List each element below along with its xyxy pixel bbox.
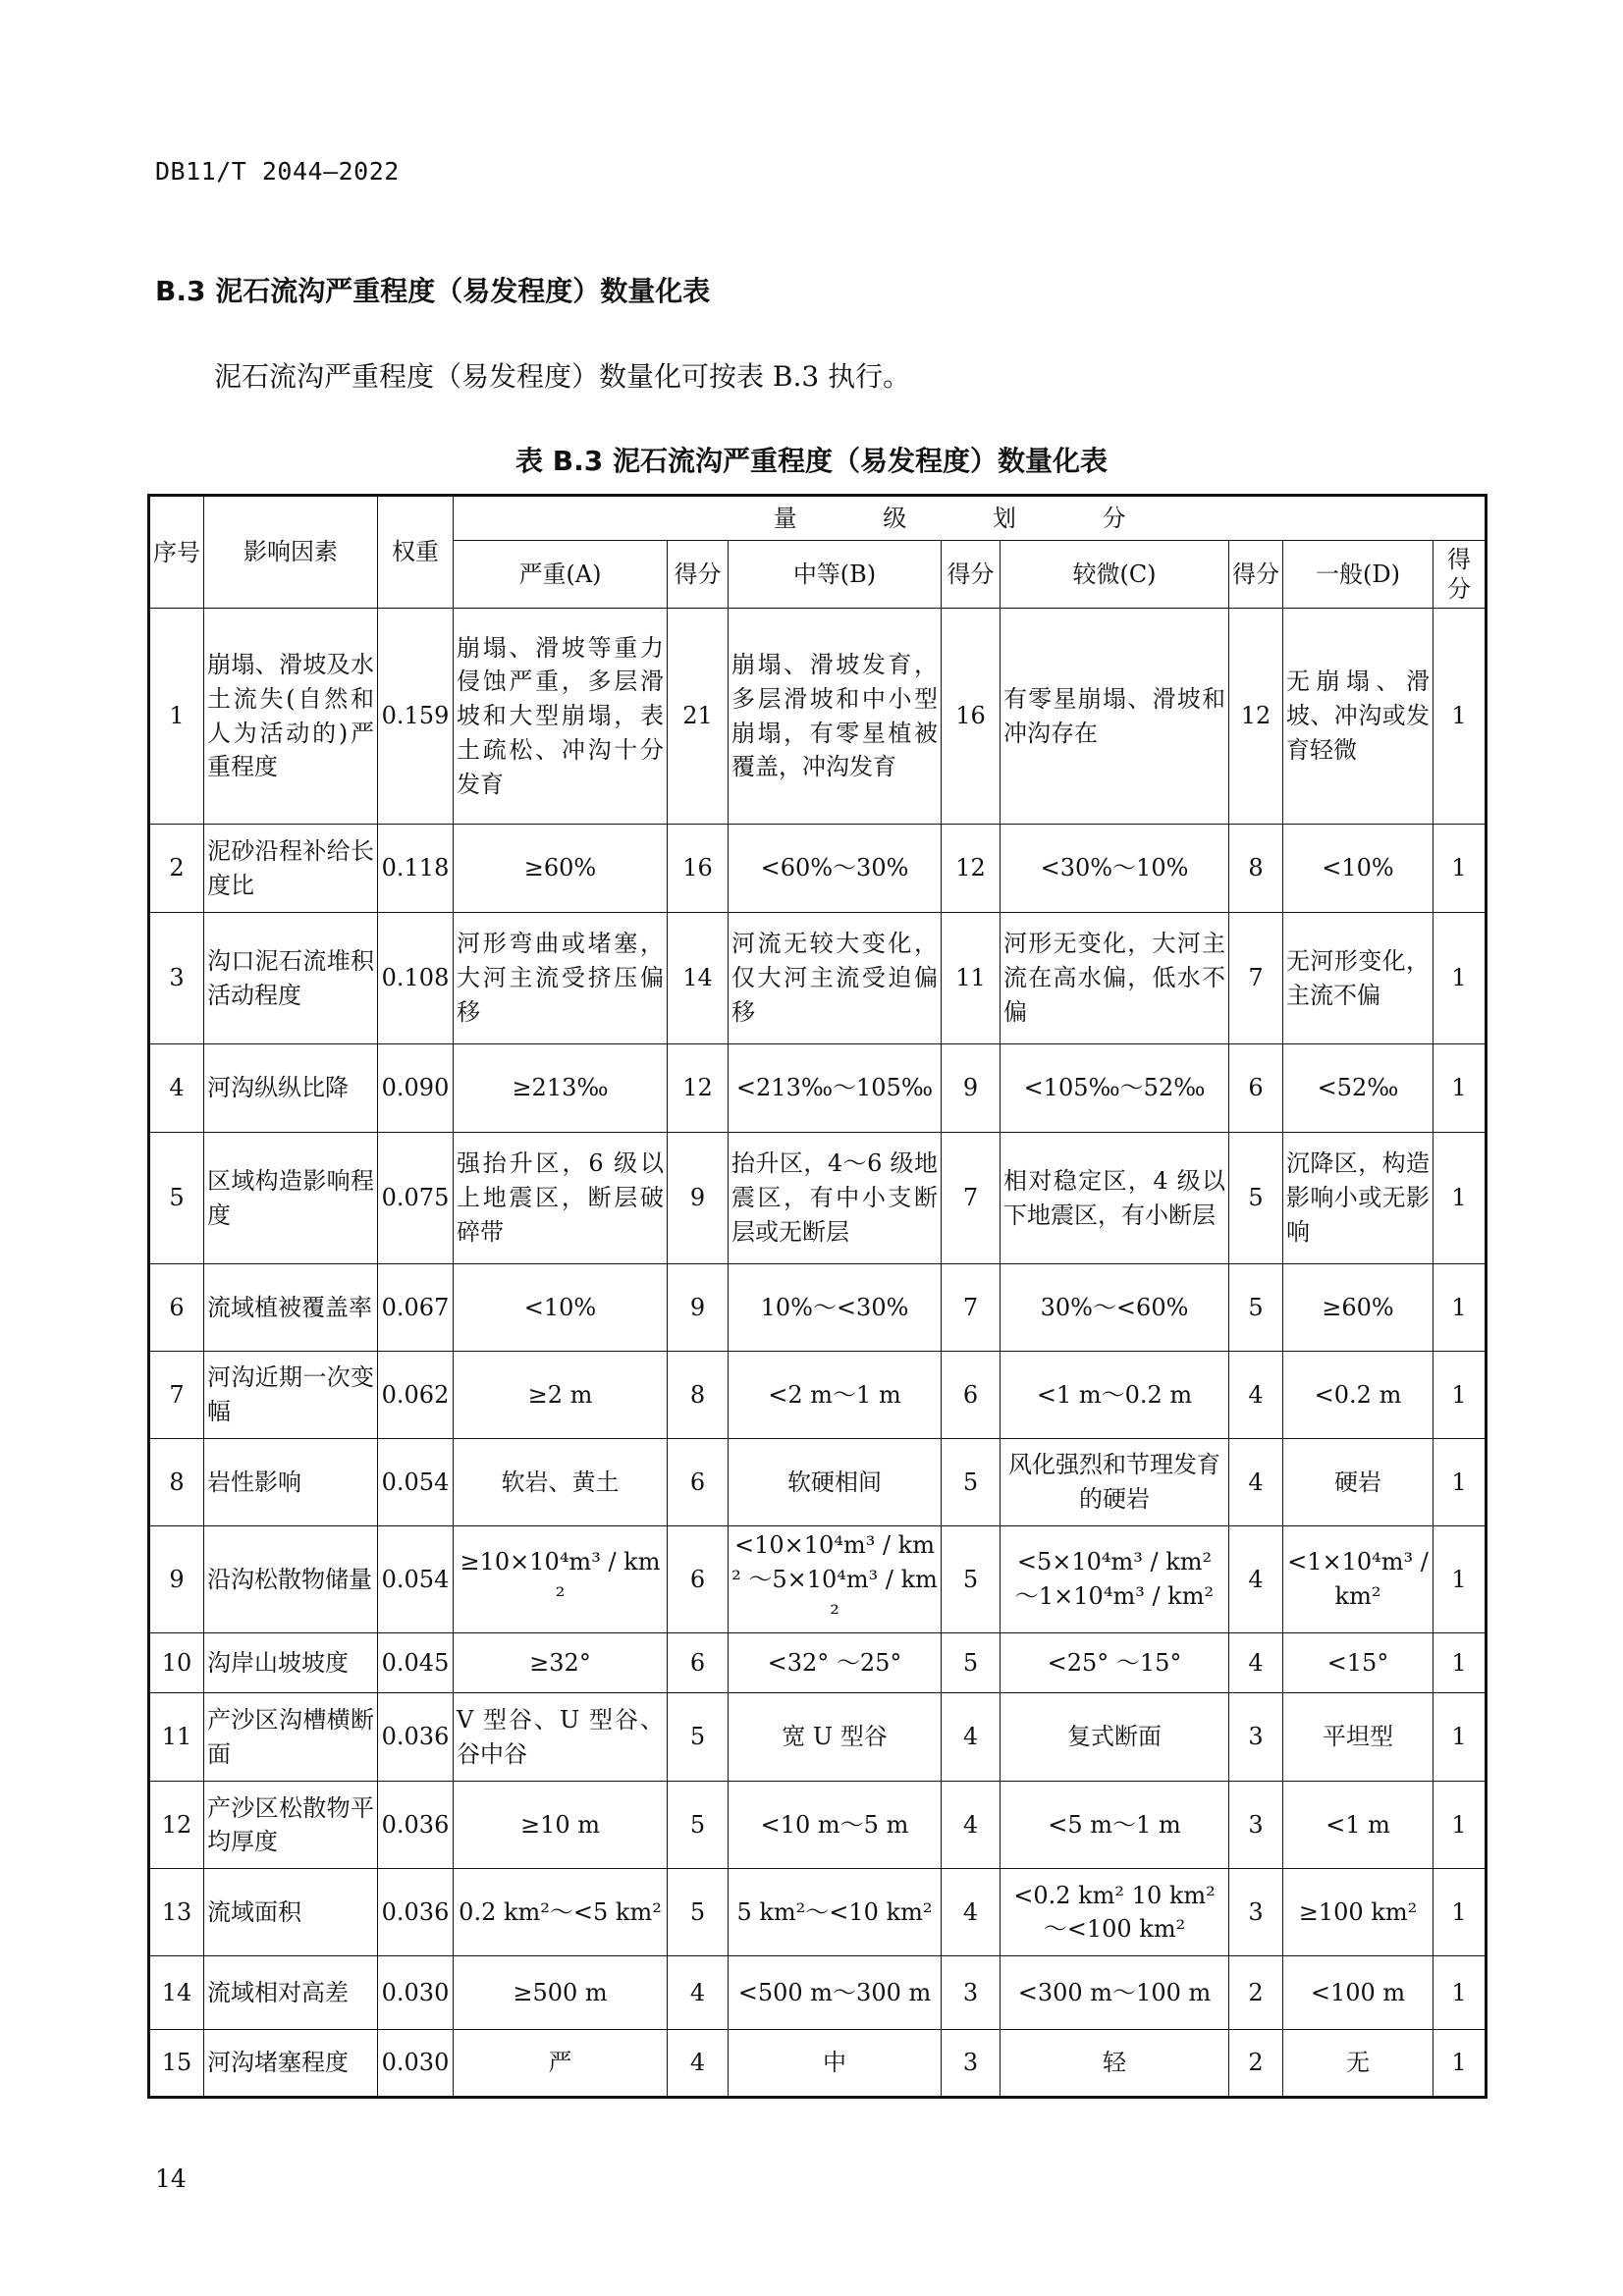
cell-weight: 0.030 <box>378 1956 454 2030</box>
cell-no: 2 <box>149 825 204 913</box>
cell-factor: 流域植被覆盖率 <box>204 1264 378 1352</box>
cell-minor: 轻 <box>1001 2030 1229 2098</box>
cell-weight: 0.030 <box>378 2030 454 2098</box>
cell-minor: <1 m～0.2 m <box>1001 1352 1229 1439</box>
cell-score-a: 5 <box>668 1693 729 1782</box>
cell-medium: 抬升区，4～6 级地震区，有中小支断层或无断层 <box>729 1133 942 1264</box>
cell-score-c: 4 <box>1229 1439 1283 1526</box>
cell-general: 无河形变化，主流不偏 <box>1283 913 1434 1044</box>
header-general: 一般(D) <box>1283 541 1434 609</box>
cell-score-b: 9 <box>942 1044 1001 1133</box>
cell-factor: 河沟纵纵比降 <box>204 1044 378 1133</box>
table-row <box>149 1264 1487 1352</box>
cell-score-b: 12 <box>942 825 1001 913</box>
cell-severe: 强抬升区，6 级以上地震区，断层破碎带 <box>454 1133 668 1264</box>
table-row <box>149 1869 1487 1956</box>
cell-medium: <213‰～105‰ <box>729 1044 942 1133</box>
cell-severe: ≥10 m <box>454 1782 668 1869</box>
header-seq: 序号 <box>149 496 204 609</box>
table-row <box>149 913 1487 1044</box>
cell-score-b: 3 <box>942 2030 1001 2098</box>
cell-weight: 0.036 <box>378 1782 454 1869</box>
cell-score-d: 1 <box>1434 609 1487 825</box>
cell-score-c: 3 <box>1229 1869 1283 1956</box>
section-heading: B.3 泥石流沟严重程度（易发程度）数量化表 <box>155 275 711 307</box>
cell-score-a: 4 <box>668 1956 729 2030</box>
cell-severe: 软岩、黄土 <box>454 1439 668 1526</box>
header-score-c: 得分 <box>1229 541 1283 609</box>
cell-score-b: 7 <box>942 1133 1001 1264</box>
cell-score-c: 7 <box>1229 913 1283 1044</box>
table-row <box>149 1782 1487 1869</box>
cell-score-a: 9 <box>668 1133 729 1264</box>
cell-no: 8 <box>149 1439 204 1526</box>
cell-severe: ≥2 m <box>454 1352 668 1439</box>
intro-paragraph: 泥石流沟严重程度（易发程度）数量化可按表 B.3 执行。 <box>214 360 911 393</box>
cell-no: 10 <box>149 1633 204 1693</box>
cell-medium: <500 m～300 m <box>729 1956 942 2030</box>
cell-general: 沉降区，构造影响小或无影响 <box>1283 1133 1434 1264</box>
cell-medium: 软硬相间 <box>729 1439 942 1526</box>
cell-score-a: 12 <box>668 1044 729 1133</box>
cell-score-b: 7 <box>942 1264 1001 1352</box>
header-severe: 严重(A) <box>454 541 668 609</box>
cell-minor: <0.2 km² 10 km²～<100 km² <box>1001 1869 1229 1956</box>
cell-score-b: 3 <box>942 1956 1001 2030</box>
cell-severe: <10% <box>454 1264 668 1352</box>
cell-score-b: 5 <box>942 1526 1001 1633</box>
cell-factor: 泥砂沿程补给长度比 <box>204 825 378 913</box>
cell-score-b: 16 <box>942 609 1001 825</box>
cell-factor: 崩塌、滑坡及水土流失(自然和人为活动的)严重程度 <box>204 609 378 825</box>
cell-no: 15 <box>149 2030 204 2098</box>
cell-score-b: 4 <box>942 1869 1001 1956</box>
cell-severe: ≥10×10⁴m³ / km² <box>454 1526 668 1633</box>
cell-no: 11 <box>149 1693 204 1782</box>
cell-score-c: 4 <box>1229 1526 1283 1633</box>
cell-factor: 岩性影响 <box>204 1439 378 1526</box>
cell-factor: 沿沟松散物储量 <box>204 1526 378 1633</box>
cell-severe: ≥500 m <box>454 1956 668 2030</box>
cell-factor: 区域构造影响程度 <box>204 1133 378 1264</box>
header-weight: 权重 <box>378 496 454 609</box>
cell-general: 无崩塌、滑坡、冲沟或发育轻微 <box>1283 609 1434 825</box>
table-row <box>149 1439 1487 1526</box>
cell-score-c: 3 <box>1229 1782 1283 1869</box>
cell-score-c: 6 <box>1229 1044 1283 1133</box>
cell-minor: 河形无变化，大河主流在高水偏，低水不偏 <box>1001 913 1229 1044</box>
cell-score-d: 1 <box>1434 1869 1487 1956</box>
cell-minor: <105‰～52‰ <box>1001 1044 1229 1133</box>
cell-general: 平坦型 <box>1283 1693 1434 1782</box>
cell-score-d: 1 <box>1434 1526 1487 1633</box>
cell-score-c: 8 <box>1229 825 1283 913</box>
cell-score-a: 8 <box>668 1352 729 1439</box>
cell-score-d: 1 <box>1434 1352 1487 1439</box>
cell-score-d: 1 <box>1434 913 1487 1044</box>
table-row <box>149 1956 1487 2030</box>
cell-weight: 0.067 <box>378 1264 454 1352</box>
table-row <box>149 1352 1487 1439</box>
header-score-b: 得分 <box>942 541 1001 609</box>
cell-score-a: 5 <box>668 1782 729 1869</box>
cell-score-a: 21 <box>668 609 729 825</box>
cell-general: 无 <box>1283 2030 1434 2098</box>
cell-severe: ≥60% <box>454 825 668 913</box>
cell-score-b: 6 <box>942 1352 1001 1439</box>
cell-score-d: 1 <box>1434 1633 1487 1693</box>
cell-medium: <60%～30% <box>729 825 942 913</box>
cell-general: 硬岩 <box>1283 1439 1434 1526</box>
header-score-d: 得分 <box>1434 541 1487 609</box>
cell-medium: <2 m～1 m <box>729 1352 942 1439</box>
cell-severe: 0.2 km²～<5 km² <box>454 1869 668 1956</box>
cell-no: 6 <box>149 1264 204 1352</box>
cell-score-a: 9 <box>668 1264 729 1352</box>
cell-minor: <300 m～100 m <box>1001 1956 1229 2030</box>
cell-factor: 河沟堵塞程度 <box>204 2030 378 2098</box>
cell-weight: 0.118 <box>378 825 454 913</box>
cell-medium: 中 <box>729 2030 942 2098</box>
cell-score-b: 5 <box>942 1439 1001 1526</box>
quantification-table <box>147 494 1488 2099</box>
document-code: DB11/T 2044—2022 <box>155 157 400 186</box>
table-title: 表 B.3 泥石流沟严重程度（易发程度）数量化表 <box>515 445 1108 477</box>
cell-weight: 0.054 <box>378 1439 454 1526</box>
cell-no: 9 <box>149 1526 204 1633</box>
header-factor: 影响因素 <box>204 496 378 609</box>
cell-score-a: 6 <box>668 1633 729 1693</box>
cell-score-b: 4 <box>942 1693 1001 1782</box>
cell-score-a: 14 <box>668 913 729 1044</box>
cell-score-d: 1 <box>1434 1044 1487 1133</box>
cell-no: 4 <box>149 1044 204 1133</box>
cell-score-c: 5 <box>1229 1264 1283 1352</box>
cell-weight: 0.075 <box>378 1133 454 1264</box>
header-grading: 量 级 划 分 <box>454 496 1487 541</box>
cell-severe: V 型谷、U 型谷、谷中谷 <box>454 1693 668 1782</box>
cell-general: ≥100 km² <box>1283 1869 1434 1956</box>
cell-score-a: 6 <box>668 1526 729 1633</box>
cell-medium: <10×10⁴m³ / km² ～5×10⁴m³ / km² <box>729 1526 942 1633</box>
cell-score-b: 5 <box>942 1633 1001 1693</box>
cell-weight: 0.054 <box>378 1526 454 1633</box>
cell-severe: ≥32° <box>454 1633 668 1693</box>
header-score-a: 得分 <box>668 541 729 609</box>
cell-score-c: 2 <box>1229 2030 1283 2098</box>
cell-score-d: 1 <box>1434 1439 1487 1526</box>
cell-no: 7 <box>149 1352 204 1439</box>
cell-score-c: 4 <box>1229 1352 1283 1439</box>
cell-score-a: 16 <box>668 825 729 913</box>
header-medium: 中等(B) <box>729 541 942 609</box>
cell-factor: 产沙区松散物平均厚度 <box>204 1782 378 1869</box>
cell-score-d: 1 <box>1434 2030 1487 2098</box>
table-row <box>149 1044 1487 1133</box>
cell-score-c: 2 <box>1229 1956 1283 2030</box>
cell-factor: 沟岸山坡坡度 <box>204 1633 378 1693</box>
cell-factor: 流域相对高差 <box>204 1956 378 2030</box>
cell-general: <1×10⁴m³ / km² <box>1283 1526 1434 1633</box>
cell-score-a: 6 <box>668 1439 729 1526</box>
header-minor: 较微(C) <box>1001 541 1229 609</box>
cell-severe: 崩塌、滑坡等重力侵蚀严重，多层滑坡和大型崩塌，表土疏松、冲沟十分发育 <box>454 609 668 825</box>
table-row <box>149 1133 1487 1264</box>
cell-score-d: 1 <box>1434 1693 1487 1782</box>
table-row <box>149 2030 1487 2098</box>
cell-score-a: 5 <box>668 1869 729 1956</box>
cell-minor: 有零星崩塌、滑坡和冲沟存在 <box>1001 609 1229 825</box>
cell-severe: ≥213‰ <box>454 1044 668 1133</box>
cell-minor: <5 m～1 m <box>1001 1782 1229 1869</box>
cell-general: <1 m <box>1283 1782 1434 1869</box>
cell-medium: 河流无较大变化，仅大河主流受迫偏移 <box>729 913 942 1044</box>
cell-general: ≥60% <box>1283 1264 1434 1352</box>
cell-severe: 严 <box>454 2030 668 2098</box>
cell-minor: <5×10⁴m³ / km² ～1×10⁴m³ / km² <box>1001 1526 1229 1633</box>
cell-score-c: 12 <box>1229 609 1283 825</box>
cell-score-c: 5 <box>1229 1133 1283 1264</box>
cell-weight: 0.062 <box>378 1352 454 1439</box>
cell-general: <52‰ <box>1283 1044 1434 1133</box>
cell-minor: <25° ～15° <box>1001 1633 1229 1693</box>
cell-score-c: 3 <box>1229 1693 1283 1782</box>
cell-factor: 产沙区沟槽横断面 <box>204 1693 378 1782</box>
cell-factor: 沟口泥石流堆积活动程度 <box>204 913 378 1044</box>
cell-score-d: 1 <box>1434 1264 1487 1352</box>
cell-no: 14 <box>149 1956 204 2030</box>
cell-weight: 0.159 <box>378 609 454 825</box>
cell-medium: <32° ～25° <box>729 1633 942 1693</box>
cell-weight: 0.036 <box>378 1693 454 1782</box>
table-row <box>149 1693 1487 1782</box>
cell-score-d: 1 <box>1434 1956 1487 2030</box>
cell-medium: 宽 U 型谷 <box>729 1693 942 1782</box>
cell-minor: 相对稳定区，4 级以下地震区，有小断层 <box>1001 1133 1229 1264</box>
cell-medium: 崩塌、滑坡发育，多层滑坡和中小型崩塌，有零星植被覆盖，冲沟发育 <box>729 609 942 825</box>
cell-weight: 0.045 <box>378 1633 454 1693</box>
table-row <box>149 825 1487 913</box>
cell-score-d: 1 <box>1434 1133 1487 1264</box>
table-row <box>149 1526 1487 1633</box>
cell-general: <100 m <box>1283 1956 1434 2030</box>
cell-factor: 流域面积 <box>204 1869 378 1956</box>
cell-weight: 0.090 <box>378 1044 454 1133</box>
cell-medium: 5 km²～<10 km² <box>729 1869 942 1956</box>
table-row <box>149 609 1487 825</box>
cell-score-a: 4 <box>668 2030 729 2098</box>
cell-minor: <30%～10% <box>1001 825 1229 913</box>
cell-no: 1 <box>149 609 204 825</box>
cell-minor: 复式断面 <box>1001 1693 1229 1782</box>
cell-general: <0.2 m <box>1283 1352 1434 1439</box>
cell-no: 3 <box>149 913 204 1044</box>
cell-score-b: 11 <box>942 913 1001 1044</box>
table-row <box>149 1633 1487 1693</box>
cell-no: 13 <box>149 1869 204 1956</box>
cell-general: <10% <box>1283 825 1434 913</box>
cell-minor: 30%～<60% <box>1001 1264 1229 1352</box>
cell-factor: 河沟近期一次变幅 <box>204 1352 378 1439</box>
cell-no: 5 <box>149 1133 204 1264</box>
page-number: 14 <box>155 2164 187 2193</box>
cell-severe: 河形弯曲或堵塞，大河主流受挤压偏移 <box>454 913 668 1044</box>
cell-minor: 风化强烈和节理发育的硬岩 <box>1001 1439 1229 1526</box>
cell-no: 12 <box>149 1782 204 1869</box>
cell-general: <15° <box>1283 1633 1434 1693</box>
cell-score-b: 4 <box>942 1782 1001 1869</box>
cell-weight: 0.036 <box>378 1869 454 1956</box>
cell-weight: 0.108 <box>378 913 454 1044</box>
cell-score-c: 4 <box>1229 1633 1283 1693</box>
cell-medium: <10 m～5 m <box>729 1782 942 1869</box>
cell-score-d: 1 <box>1434 1782 1487 1869</box>
cell-score-d: 1 <box>1434 825 1487 913</box>
cell-medium: 10%～<30% <box>729 1264 942 1352</box>
